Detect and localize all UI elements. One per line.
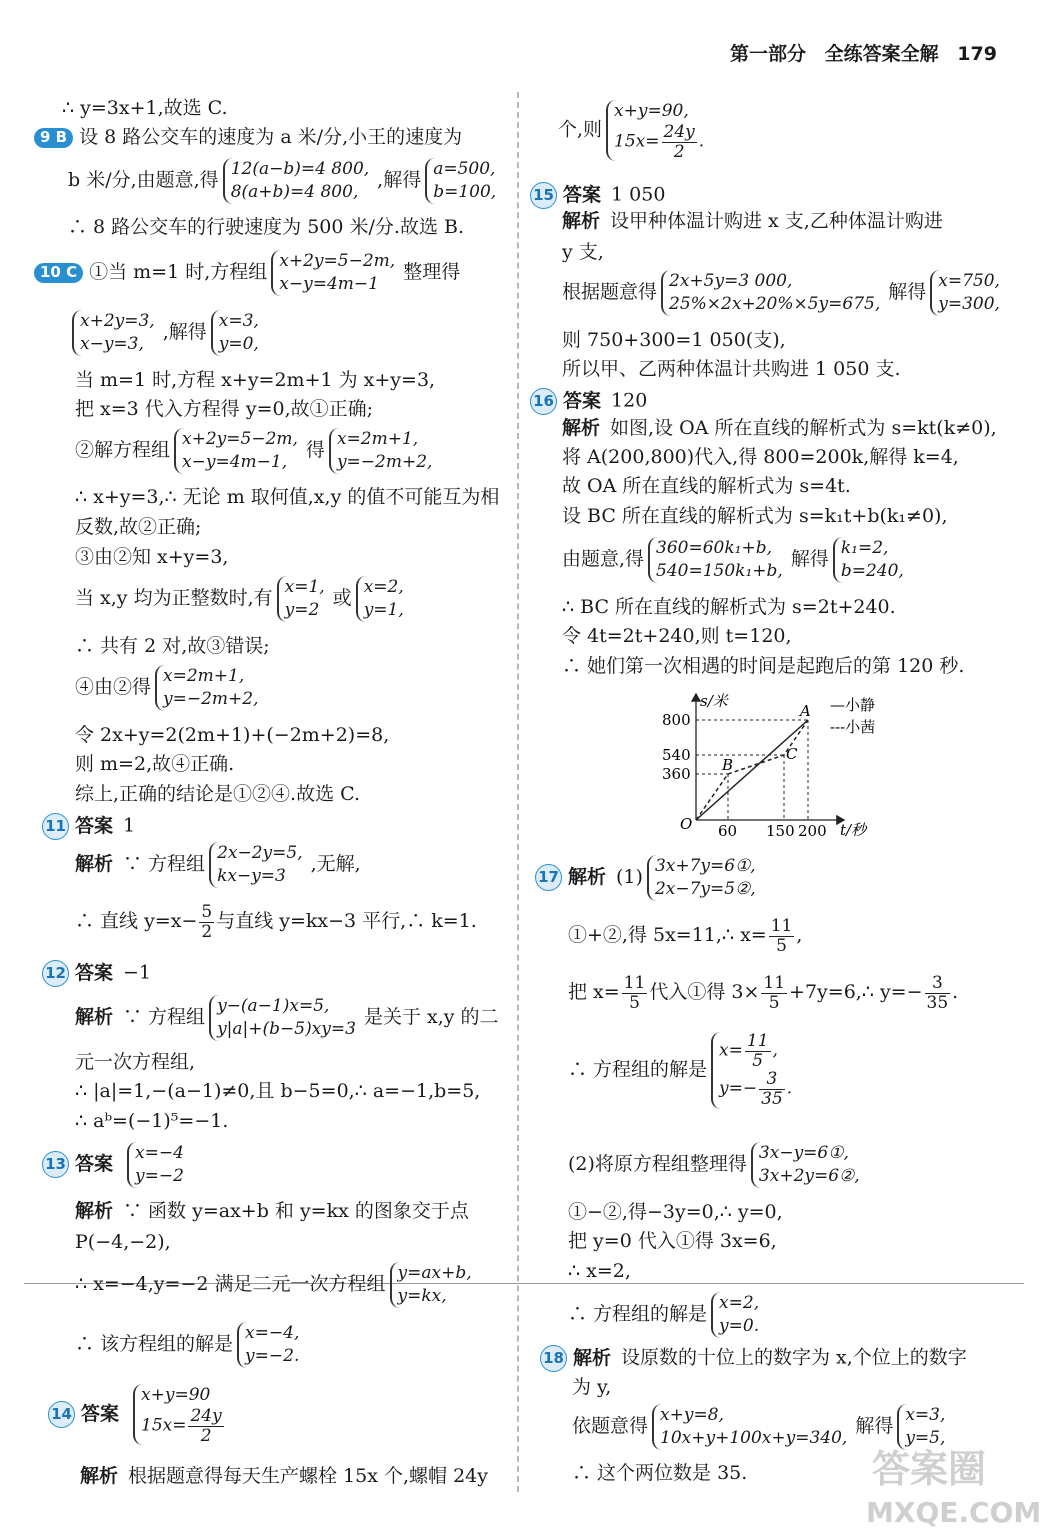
legend-xiaojing: —小静 xyxy=(830,696,876,714)
q15-system: 2x+5y=3 000, 25%×2x+20%×5y=675, xyxy=(661,270,884,316)
q17-fraction-1: $\frac{11}{5}$ xyxy=(770,916,793,956)
q16-line-9: ∴ 她们第一次相遇的时间是起跑后的第 120 秒. xyxy=(562,655,965,677)
q18-number: 18 xyxy=(540,1345,567,1372)
y-axis-label: s/米 xyxy=(700,692,728,710)
q17-line-4: ∴ 方程组的解是 x= $\frac{11}{5}$ , y=− $\frac{3}{35}$ . xyxy=(568,1032,800,1109)
q10-system-6: x=1, y=2 xyxy=(277,576,329,622)
q10-line-11: ④由②得 x=2m+1, y=−2m+2, xyxy=(75,665,267,711)
q13-line-5: ∴ 该方程组的解是 x=−4, y=−2. xyxy=(75,1322,307,1368)
q10-line-14: 综上,正确的结论是①②④.故选 C. xyxy=(75,783,361,805)
q10-system-5: x=2m+1, y=−2m+2, xyxy=(329,428,437,474)
q13-line-4: ∴ x=−4,y=−2 满足二元一次方程组 y=ax+b, y=kx, xyxy=(75,1262,480,1308)
q10-badge: 10 C xyxy=(34,263,83,282)
q14-system: x+y=90, 15x= $\frac{24y}{2}$ . xyxy=(606,100,708,161)
q15-solution: x=750, y=300, xyxy=(930,270,1004,316)
origin-label: O xyxy=(680,815,693,833)
q14-continued: 个,则 x+y=90, 15x= $\frac{24y}{2}$ . xyxy=(558,100,712,161)
q18-system: x+y=8, 10x+y+100x+y=340, xyxy=(652,1404,851,1450)
q10-system-2: x+2y=3, x−y=3, xyxy=(72,310,159,356)
q13-line-2: 解析 ∵ 函数 y=ax+b 和 y=kx 的图象交于点 xyxy=(75,1200,469,1222)
q13-line-1: 13 答案 x=−4 y=−2 xyxy=(42,1142,192,1188)
q11-line-2: 解析 ∵ 方程组 2x−2y=5, kx−y=3 ,无解, xyxy=(75,843,361,886)
header-part: 第一部分 xyxy=(730,43,807,65)
q15-line-1: 15 答案 1 050 xyxy=(530,182,665,209)
line-xiaojing xyxy=(696,720,808,820)
q10-system-1: x+2y=5−2m, x−y=4m−1 xyxy=(271,250,399,296)
q9-line-1: 9 B 设 8 路公交车的速度为 a 米/分,小王的速度为 xyxy=(34,127,462,149)
q14-number: 14 xyxy=(48,1401,75,1428)
q10-system-7: x=2, y=1, xyxy=(356,576,408,622)
watermark-logo: 答案圈 xyxy=(872,1447,987,1491)
column-divider xyxy=(517,92,519,1492)
q17-fraction-5: $\frac{11}{5}$ xyxy=(746,1031,769,1071)
q14-line-1: 14 答案 x+y=90 15x= $\frac{24y}{2}$ xyxy=(48,1384,234,1445)
q10-system-4: x+2y=5−2m, x−y=4m−1, xyxy=(174,428,302,474)
legend-xiaoxi: ---小茜 xyxy=(830,718,876,736)
q17-fraction-2: $\frac{11}{5}$ xyxy=(623,973,646,1013)
q10-line-12: 令 2x+y=2(2m+1)+(−2m+2)=8, xyxy=(75,724,390,746)
q10-line-13: 则 m=2,故④正确. xyxy=(75,753,235,775)
q16-line-4: 故 OA 所在直线的解析式为 s=4t. xyxy=(562,475,851,497)
q18-line-3: 依题意得 x+y=8, 10x+y+100x+y=340, 解得 x=3, y=5, xyxy=(572,1404,953,1450)
q16-line-3: 将 A(200,800)代入,得 800=200k,解得 k=4, xyxy=(562,446,959,468)
point-b-label: B xyxy=(722,756,734,774)
q15-line-6: 所以甲、乙两种体温计共购进 1 050 支. xyxy=(562,358,901,380)
q18-line-4: ∴ 这个两位数是 35. xyxy=(572,1462,748,1484)
xtick-200: 200 xyxy=(798,822,827,840)
q15-line-2: 解析 设甲种体温计购进 x 支,乙种体温计购进 xyxy=(562,210,943,232)
q14-answer-fraction: $\frac{24y}{2}$ xyxy=(190,1405,222,1446)
q10-line-2: x+2y=3, x−y=3, ,解得 x=3, y=0, xyxy=(68,310,267,356)
left-line-1: ∴ y=3x+1,故选 C. xyxy=(62,97,228,119)
q13-number: 13 xyxy=(42,1151,69,1178)
q10-line-8: ③由②知 x+y=3, xyxy=(75,546,229,568)
q13-solution: x=−4, y=−2. xyxy=(237,1322,303,1368)
q15-number: 15 xyxy=(530,182,557,209)
q18-line-2: 为 y, xyxy=(572,1376,612,1398)
q12-line-2: 解析 ∵ 方程组 y−(a−1)x=5, y|a|+(b−5)xy=3 是关于 x,y 的二 xyxy=(75,996,499,1039)
q11-fraction: $\frac{5}{2}$ xyxy=(201,902,213,942)
q10-line-5: ②解方程组 x+2y=5−2m, x−y=4m−1, 得 x=2m+1, y=−2m+2, xyxy=(75,428,440,474)
q10-system-8: x=2m+1, y=−2m+2, xyxy=(155,665,263,711)
q16-line-5: 设 BC 所在直线的解析式为 s=k₁t+b(k₁≠0), xyxy=(562,505,948,527)
point-c-label: C xyxy=(786,745,798,763)
q10-line-6: ∴ x+y=3,∴ 无论 m 取何值,x,y 的值不可能互为相 xyxy=(75,486,500,508)
q17-line-1: 17 解析 (1) 3x+7y=6①, 2x−7y=5②, xyxy=(535,855,764,901)
x-axis-label: t/秒 xyxy=(840,821,867,839)
point-a-label: A xyxy=(800,702,811,720)
q17-number: 17 xyxy=(535,864,562,891)
q14-line-2: 解析 根据题意得每天生产螺栓 15x 个,螺帽 24y xyxy=(80,1465,488,1487)
q16-line-6: 由题意,得 360=60k₁+b, 540=150k₁+b, 解得 k₁=2, b=240, xyxy=(562,537,912,583)
q17-fraction-4: $\frac{3}{35}$ xyxy=(926,973,949,1013)
q9-line-3: ∴ 8 路公交车的行驶速度为 500 米/分.故选 B. xyxy=(68,216,464,238)
ytick-540: 540 xyxy=(662,746,691,764)
q12-line-5: ∴ aᵇ=(−1)⁵=−1. xyxy=(75,1110,229,1132)
q10-line-10: ∴ 共有 2 对,故③错误; xyxy=(75,635,270,657)
q9-system: 12(a−b)=4 800, 8(a+b)=4 800, xyxy=(223,158,373,204)
q13-answer-system: x=−4 y=−2 xyxy=(127,1142,188,1188)
q12-line-1: 12 答案 −1 xyxy=(42,960,151,987)
q12-line-4: ∴ |a|=1,−(a−1)≠0,且 b−5=0,∴ a=−1,b=5, xyxy=(75,1080,481,1102)
q17-line-6: ①−②,得−3y=0,∴ y=0, xyxy=(568,1201,783,1223)
page-header xyxy=(730,44,1009,66)
q16-line-1: 16 答案 120 xyxy=(530,388,647,415)
q14-answer-system: x+y=90 15x= $\frac{24y}{2}$ xyxy=(133,1384,230,1445)
q16-line-8: 令 4t=2t+240,则 t=120, xyxy=(562,625,792,647)
q17-fraction-6: $\frac{3}{35}$ xyxy=(761,1069,783,1110)
header-section: 全练答案全解 xyxy=(824,43,939,65)
q11-number: 11 xyxy=(42,813,69,840)
distance-time-graph xyxy=(660,688,910,843)
q16-system: 360=60k₁+b, 540=150k₁+b, xyxy=(648,537,787,583)
q13-line-3: P(−4,−2), xyxy=(75,1231,171,1253)
q17-fraction-3: $\frac{11}{5}$ xyxy=(763,973,786,1013)
q15-line-3: y 支, xyxy=(562,241,604,263)
q10-line-1: 10 C ①当 m=1 时,方程组 x+2y=5−2m, x−y=4m−1 整理得 xyxy=(34,250,460,296)
q16-number: 16 xyxy=(530,388,557,415)
q12-system: y−(a−1)x=5, y|a|+(b−5)xy=3 xyxy=(209,995,360,1041)
q17-solution-1: x= $\frac{11}{5}$ , y=− $\frac{3}{35}$ . xyxy=(711,1032,796,1109)
q17-line-3: 把 x= $\frac{11}{5}$ 代入①得 3× $\frac{11}{5}$ +7y=6,∴ y=− $\frac{3}{35}$ . xyxy=(568,973,959,1013)
q11-line-1: 11 答案 1 xyxy=(42,813,135,840)
xtick-150: 150 xyxy=(766,822,795,840)
q10-line-4: 把 x=3 代入方程得 y=0,故①正确; xyxy=(75,398,374,420)
q17-line-7: 把 y=0 代入①得 3x=6, xyxy=(568,1230,777,1252)
watermark-url: MXQE.COM xyxy=(866,1496,1042,1529)
q9-solution: a=500, b=100, xyxy=(425,158,500,204)
q14-fraction: $\frac{24y}{2}$ xyxy=(663,121,695,162)
xtick-60: 60 xyxy=(718,822,738,840)
q17-line-5: (2)将原方程组整理得 3x−y=6①, 3x+2y=6②, xyxy=(568,1142,868,1188)
q16-line-2: 解析 如图,设 OA 所在直线的解析式为 s=kt(k≠0), xyxy=(562,417,997,439)
q10-system-3: x=3, y=0, xyxy=(211,310,263,356)
q12-line-3: 元一次方程组, xyxy=(75,1051,196,1073)
q17-line-2: ①+②,得 5x=11,∴ x= $\frac{11}{5}$ , xyxy=(568,916,803,956)
q10-line-7: 反数,故②正确; xyxy=(75,516,202,538)
q12-number: 12 xyxy=(42,960,69,987)
ytick-360: 360 xyxy=(662,765,691,783)
q18-solution: x=3, y=5, xyxy=(897,1404,949,1450)
q9-badge: 9 B xyxy=(34,128,73,147)
q17-system-1: 3x+7y=6①, 2x−7y=5②, xyxy=(647,855,760,901)
q11-line-3: ∴ 直线 y=x− $\frac{5}{2}$ 与直线 y=kx−3 平行,∴ k=1. xyxy=(75,902,477,942)
q17-system-2: 3x−y=6①, 3x+2y=6②, xyxy=(751,1142,864,1188)
q16-line-7: ∴ BC 所在直线的解析式为 s=2t+240. xyxy=(562,596,896,618)
q18-line-1: 18 解析 设原数的十位上的数字为 x,个位上的数字 xyxy=(540,1345,967,1372)
q17-solution-2: x=2, y=0. xyxy=(711,1292,763,1338)
q17-line-9: ∴ 方程组的解是 x=2, y=0. xyxy=(568,1292,767,1338)
ytick-800: 800 xyxy=(662,711,691,729)
q16-solution: k₁=2, b=240, xyxy=(833,537,908,583)
q10-line-9: 当 x,y 均为正整数时,有 x=1, y=2 或 x=2, y=1, xyxy=(75,576,412,622)
q13-system: y=ax+b, y=kx, xyxy=(390,1262,476,1308)
q15-line-4: 根据题意得 2x+5y=3 000, 25%×2x+20%×5y=675, 解得 x=750, y=300, xyxy=(562,270,1008,316)
q9-line-2: b 米/分,由题意,得 12(a−b)=4 800, 8(a+b)=4 800, ,解得 a=500, b=100, xyxy=(68,158,504,204)
q11-system: 2x−2y=5, kx−y=3 xyxy=(209,842,307,888)
q17-line-8: ∴ x=2, xyxy=(568,1260,631,1282)
q15-line-5: 则 750+300=1 050(支), xyxy=(562,329,786,351)
q10-line-3: 当 m=1 时,方程 x+y=2m+1 为 x+y=3, xyxy=(75,369,436,391)
page-number: 179 xyxy=(957,43,997,65)
